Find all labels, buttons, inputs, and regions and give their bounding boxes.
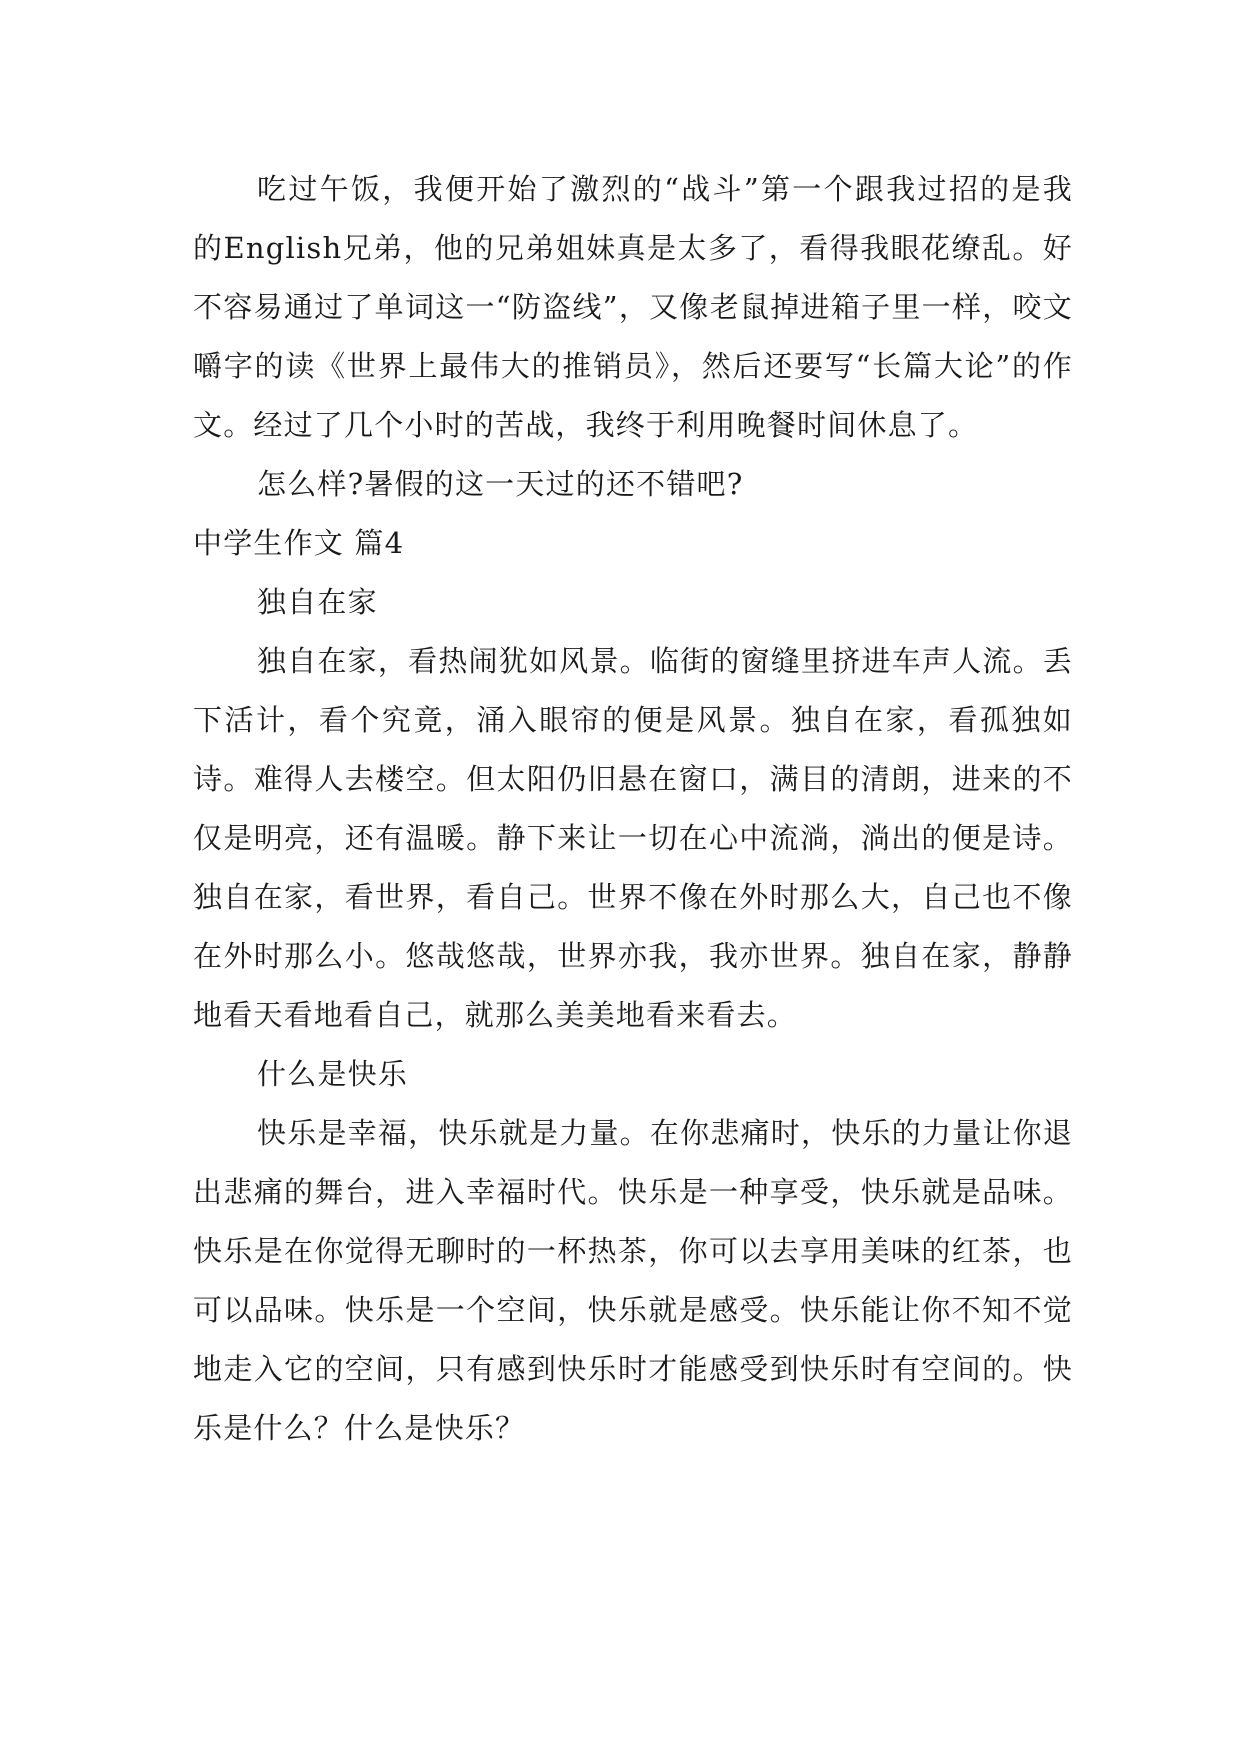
essay-section-heading: 中学生作文 篇4 — [193, 526, 405, 560]
essay-title-what-is-happiness: 什么是快乐 — [257, 1057, 409, 1091]
document-page — [193, 160, 1073, 1458]
paragraph-lunch-battle: 吃过午饭，我便开始了激烈的“战斗”第一个跟我过招的是我的English兄弟，他的兄弟姐妹真是太多了，看得我眼花缭乱。好不容易通过了单词这一“防盗线”，又像老鼠掉进箱子里一样，咬文嚼字的读《世界上最伟大的推销员》，然后还要写“长篇大论”的作文。经过了几个小时的苦战，我终于利用晚餐时间休息了。 — [193, 172, 1073, 442]
paragraph-alone-at-home: 独自在家，看热闹犹如风景。临街的窗缝里挤进车声人流。丢下活计，看个究竟，涌入眼帘的便是风景。独自在家，看孤独如诗。难得人去楼空。但太阳仍旧悬在窗口，满目的清朗，进来的不仅是明亮，还有温暖。静下来让一切在心中流淌，淌出的便是诗。独自在家，看世界，看自己。世界不像在外时那么大，自己也不像在外时那么小。悠哉悠哉，世界亦我，我亦世界。独自在家，静静地看天看地看自己，就那么美美地看来看去。 — [193, 644, 1073, 1032]
paragraph-happiness: 快乐是幸福，快乐就是力量。在你悲痛时，快乐的力量让你退出悲痛的舞台，进入幸福时代。快乐是一种享受，快乐就是品味。快乐是在你觉得无聊时的一杯热茶，你可以去享用美味的红茶，也可以品味。快乐是一个空间，快乐就是感受。快乐能让你不知不觉地走入它的空间，只有感到快乐时才能感受到快乐时有空间的。快乐是什么？什么是快乐？ — [193, 1116, 1073, 1445]
paragraph-summer-day: 怎么样?暑假的这一天过的还不错吧? — [257, 467, 744, 501]
essay-title-alone-at-home: 独自在家 — [257, 585, 378, 619]
